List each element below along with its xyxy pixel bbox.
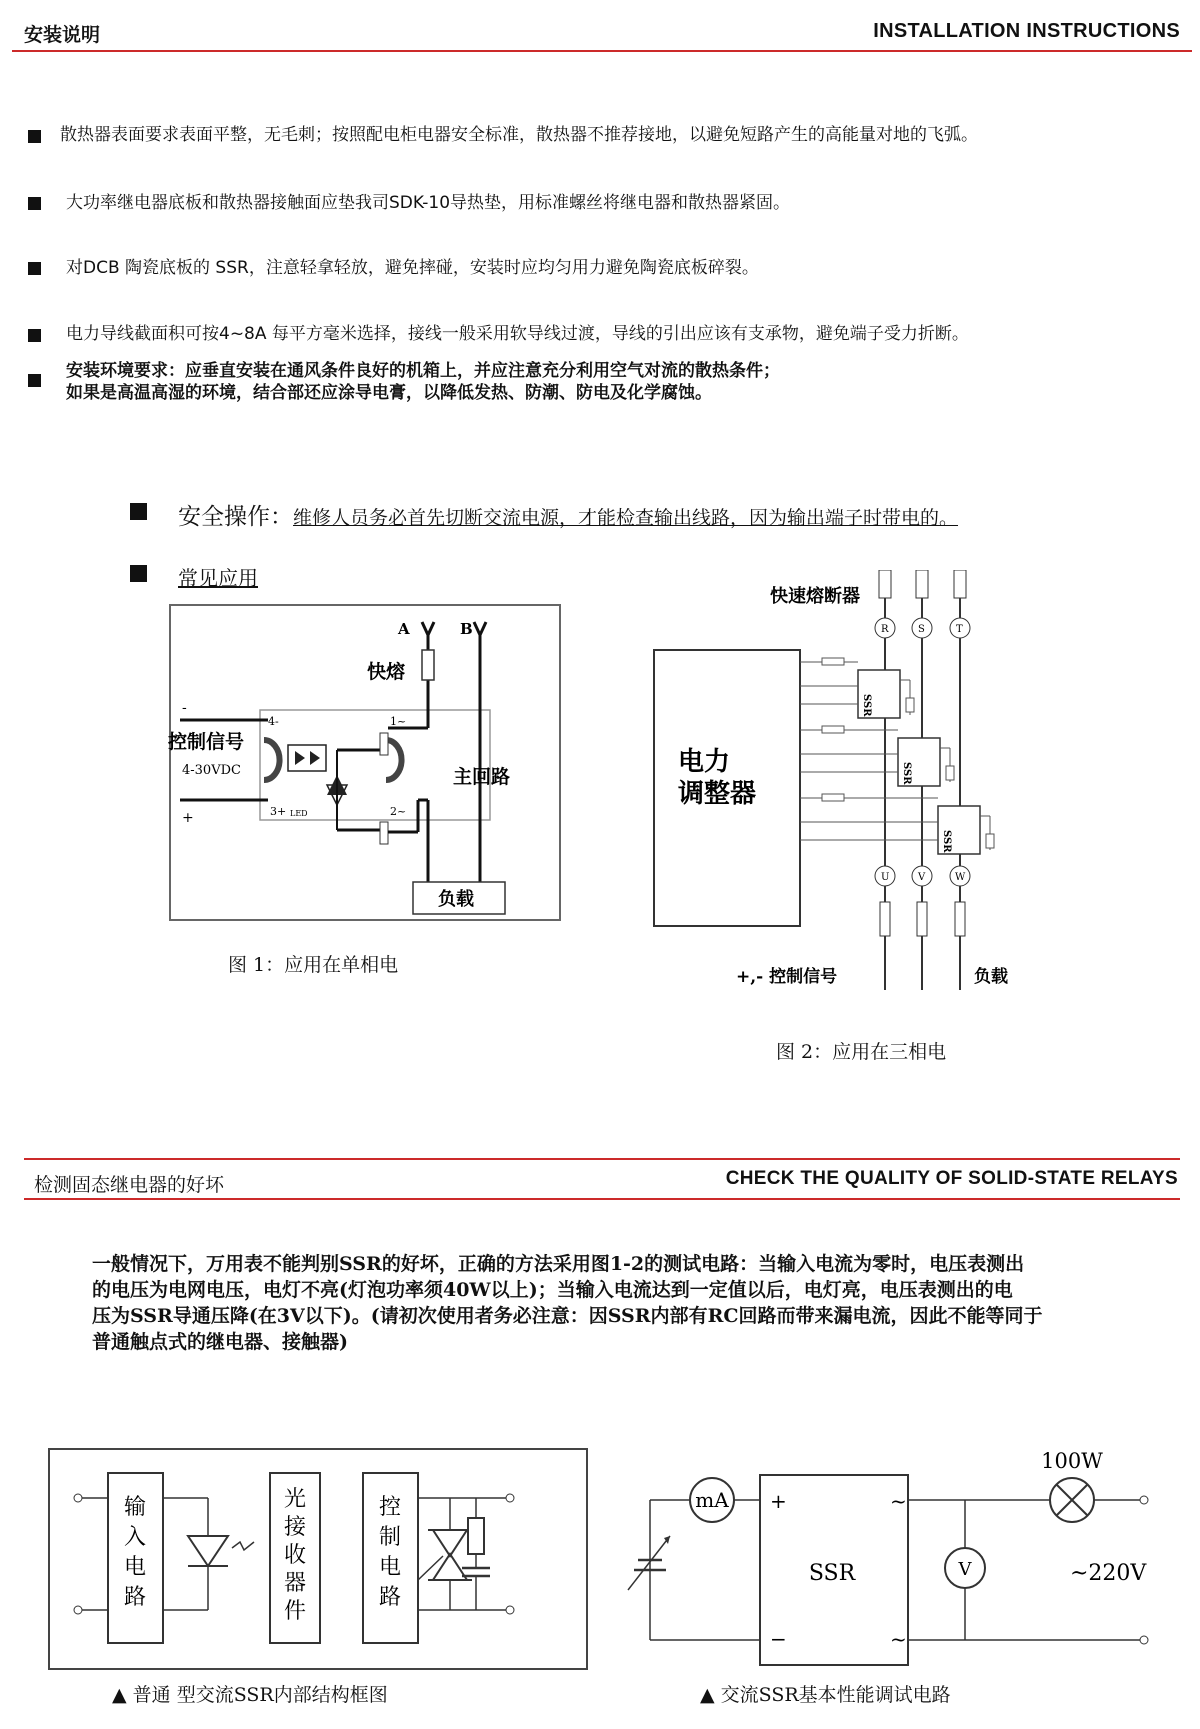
terminal	[506, 1494, 514, 1502]
section2-divider-top	[24, 1158, 1180, 1160]
fig1-caption: 图 1：应用在单相电	[228, 954, 399, 976]
section2-title-en: CHECK THE QUALITY OF SOLID-STATE RELAYS	[725, 1168, 1178, 1189]
fig4-caption: ▲ 交流SSR基本性能调试电路	[700, 1684, 951, 1706]
ssr-label-3: SSR	[941, 830, 952, 853]
ctrl-plus: +	[182, 810, 194, 826]
ssr-minus: −	[770, 1627, 787, 1651]
block3-char: 电	[378, 1555, 402, 1580]
ma-label: mA	[695, 1488, 729, 1512]
block2-char: 接	[283, 1515, 307, 1540]
lamp-label: 100W	[1041, 1449, 1103, 1473]
block3-char: 控	[378, 1495, 402, 1520]
fig3-ssr-block-diagram	[48, 1448, 588, 1673]
ssr-ac1: ~	[890, 1489, 907, 1513]
install-item-1: 散热器表面要求表面平整，无毛刺；按照配电柜电器安全标准，散热器不推荐接地，以避免短路产生的高能量对地的飞弧。	[60, 125, 978, 145]
bullet-icon	[28, 374, 41, 387]
install-item-4: 电力导线截面积可按4~8A 每平方毫米选择，接线一般采用软导线过渡，导线的引出应该有支承物，避免端子受力折断。	[66, 324, 969, 344]
section-title-cn: 安装说明	[24, 24, 101, 46]
section2-divider-bottom	[24, 1198, 1180, 1200]
fig2-load-label: 负载	[974, 967, 1008, 987]
block3-char: 制	[378, 1525, 402, 1550]
section2-para-line4: 普通触点式的继电器、接触器)	[92, 1331, 348, 1353]
fuse-symbol	[422, 650, 434, 680]
fig1-label-b: B	[460, 620, 473, 638]
fig1-label-a: A	[398, 620, 410, 638]
install-env-line1: 安装环境要求：应垂直安装在通风条件良好的机箱上，并应注意充分利用空气对流的散热条件；	[66, 361, 780, 381]
ssr-ac2: ~	[890, 1627, 907, 1651]
block1-char: 路	[123, 1585, 147, 1610]
safety-notice	[178, 498, 958, 531]
fig1-voltage-label: 4-30VDC	[182, 763, 241, 778]
phase-r-label: R	[881, 624, 889, 635]
regulator-line1: 电力	[678, 747, 731, 777]
bullet-icon	[28, 329, 41, 342]
phase-v-label: V	[918, 872, 926, 883]
terminal	[74, 1606, 82, 1614]
phase-w-label: W	[955, 872, 966, 883]
block3-char: 路	[378, 1585, 402, 1610]
bullet-icon	[28, 130, 41, 143]
fig2-ctrl-label: +,- 控制信号	[736, 967, 838, 987]
ssr-label-1: SSR	[861, 694, 872, 717]
block1-char: 电	[123, 1555, 147, 1580]
fig1-ctrl-label: 控制信号	[168, 731, 245, 753]
bullet-icon	[130, 565, 147, 582]
block2-char: 件	[283, 1599, 307, 1624]
section2-para-line2: 的电压为电网电压，电灯不亮(灯泡功率须40W以上)；当输入电流达到一定值以后，电灯亮，电压表测出的电	[92, 1279, 1013, 1301]
ssr-label-2: SSR	[901, 762, 912, 785]
bullet-icon	[28, 262, 41, 275]
fig4-test-circuit	[620, 1440, 1160, 1675]
resistor-icon	[468, 1518, 484, 1554]
ssr-label: SSR	[808, 1561, 856, 1586]
block2-char: 器	[283, 1571, 307, 1596]
block2-char: 光	[283, 1487, 307, 1512]
pin-1-label: 1~	[390, 715, 407, 728]
block2-char: 收	[283, 1543, 307, 1568]
safety-text: 维修人员务必首先切断交流电源，才能检查输出线路，因为输出端子时带电的。	[293, 507, 959, 529]
terminal	[74, 1494, 82, 1502]
voltmeter-label: V	[958, 1559, 972, 1580]
fig1-main-label: 主回路	[453, 766, 511, 788]
pin-4-label: 4-	[268, 715, 279, 728]
regulator-line2: 调整器	[678, 779, 757, 809]
pin-3-label: 3+	[270, 805, 287, 818]
install-env-line2: 如果是高温高湿的环境，结合部还应涂导电膏，以降低发热、防潮、防电及化学腐蚀。	[66, 383, 712, 403]
pin-2-label: 2~	[390, 805, 407, 818]
mains-label: ~220V	[1070, 1561, 1147, 1586]
bullet-icon	[130, 503, 147, 520]
terminal	[506, 1606, 514, 1614]
header-divider	[12, 50, 1192, 52]
fig1-fuse-label: 快熔	[367, 661, 406, 683]
install-item-3: 对DCB 陶瓷底板的 SSR，注意轻拿轻放，避免摔碰，安装时应均匀用力避免陶瓷底板碎裂。	[66, 258, 759, 278]
terminal	[1140, 1496, 1148, 1504]
section2-para-line3: 压为SSR导通压降(在3V以下)。(请初次使用者务必注意：因SSR内部有RC回路而带来漏电流，因此不能等同于	[92, 1305, 1043, 1327]
fig2-caption: 图 2：应用在三相电	[776, 1041, 947, 1063]
section2-title-cn: 检测固态继电器的好坏	[34, 1174, 225, 1196]
ssr-plus: +	[770, 1489, 787, 1513]
safety-label: 安全操作：	[178, 504, 293, 530]
optocoupler	[288, 745, 326, 771]
terminal	[1140, 1636, 1148, 1644]
ctrl-minus: -	[182, 700, 187, 716]
load-resistor-v	[917, 902, 927, 936]
load-resistor-u	[880, 902, 890, 936]
common-app-heading: 常见应用	[178, 566, 258, 590]
fig1-load-label: 负载	[438, 889, 474, 910]
fig1-single-phase-diagram	[160, 600, 570, 930]
section-title-en: INSTALLATION INSTRUCTIONS	[873, 20, 1180, 42]
fig2-fuse-label: 快速熔断器	[770, 586, 860, 607]
block1-char: 入	[123, 1525, 147, 1550]
bullet-icon	[28, 197, 41, 210]
install-item-2: 大功率继电器底板和散热器接触面应垫我司SDK-10导热垫，用标准螺丝将继电器和散热器紧固。	[66, 193, 791, 213]
phase-t-label: T	[956, 624, 963, 635]
load-resistor-w	[955, 902, 965, 936]
fig3-caption: ▲ 普通 型交流SSR内部结构框图	[112, 1684, 388, 1706]
phase-s-label: S	[918, 624, 925, 635]
block1-char: 输	[123, 1495, 147, 1520]
fig2-three-phase-diagram	[640, 570, 1040, 1010]
led-label: LED	[290, 809, 308, 818]
section2-para-line1: 一般情况下，万用表不能判别SSR的好坏，正确的方法采用图1-2的测试电路：当输入电流为零时，电压表测出	[92, 1253, 1025, 1275]
phase-u-label: U	[881, 872, 890, 883]
